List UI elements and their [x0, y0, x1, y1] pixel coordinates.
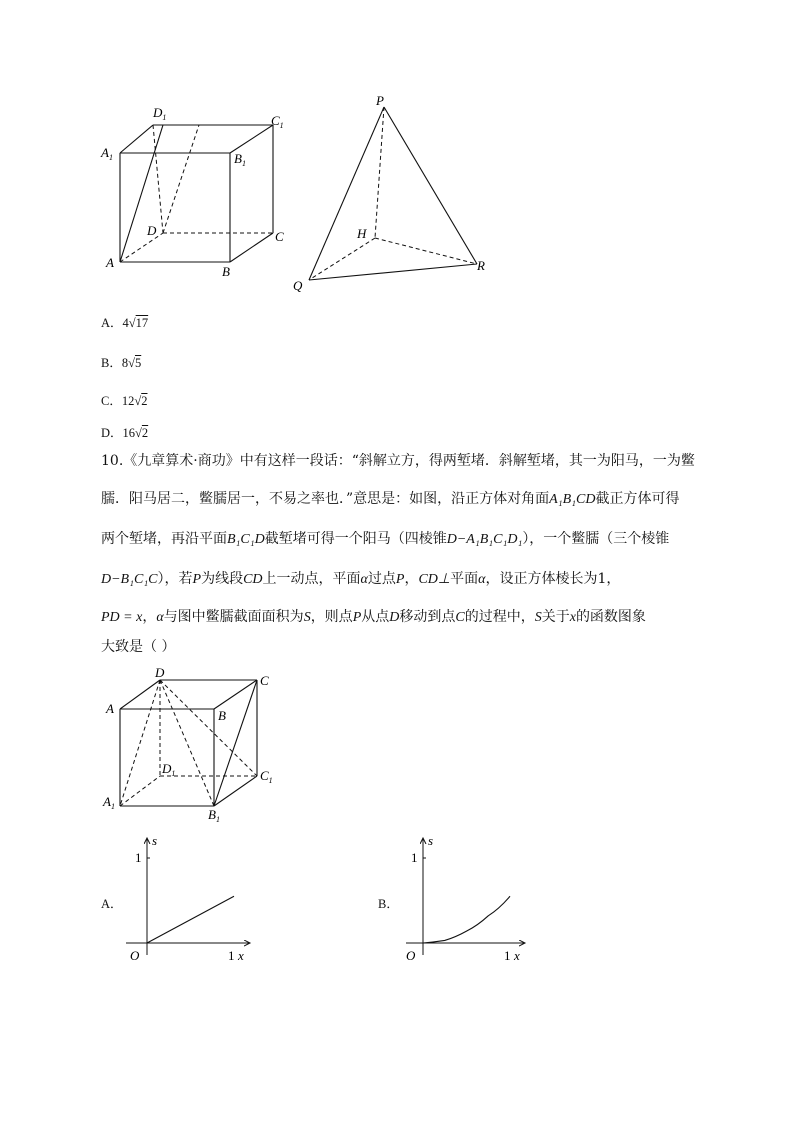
y-tick-label: 1 [411, 850, 418, 865]
y-axis-label: s [152, 833, 158, 848]
series-curve-b [423, 896, 510, 943]
cube-figure-1 [95, 95, 295, 285]
q10-line-5: PD = x，α与图中鳖臑截面面积为S，则点P从点D移动到点C的过程中，S关于x的函数图象 [101, 609, 646, 625]
label-C1: $C_1$ [271, 113, 284, 130]
graph-option-b[interactable] [400, 830, 540, 970]
q9-option-a[interactable]: A．4√17 [101, 316, 149, 330]
label2-A: A [106, 701, 114, 716]
label-A1: $A_1$ [101, 145, 113, 162]
x-tick-label: 1 [504, 948, 511, 963]
label2-B1: $B_1$ [208, 807, 220, 824]
label2-C1: $C_1$ [260, 768, 273, 785]
q9-option-c[interactable]: C．12√2 [101, 394, 148, 408]
origin-label: O [130, 948, 140, 963]
y-axis-label: s [428, 833, 434, 848]
label2-A1: $A_1$ [103, 794, 115, 811]
label-D1: $D_1$ [153, 105, 167, 122]
x-axis-label: x [514, 948, 520, 963]
label-D: D [147, 223, 157, 238]
graph-option-a[interactable] [120, 830, 260, 970]
q10-line-6: 大致是（ ） [101, 639, 176, 655]
x-tick-label: 1 [228, 948, 235, 963]
series-line-a [147, 896, 234, 943]
label-B: B [222, 264, 230, 279]
label-B1: $B_1$ [234, 151, 246, 168]
origin-label: O [406, 948, 416, 963]
label-P: P [376, 93, 384, 108]
graph-option-a-label[interactable]: A． [101, 897, 123, 911]
label-C: C [275, 229, 284, 244]
y-tick-label: 1 [135, 850, 142, 865]
label-H: H [357, 226, 367, 241]
label-Q: Q [293, 278, 303, 293]
pyramid-figure [285, 92, 500, 297]
label2-D: D [155, 665, 165, 680]
cube-figure-2 [100, 665, 290, 828]
cube1-labels [100, 105, 284, 279]
label-A: A [106, 255, 114, 270]
x-axis-label: x [238, 948, 244, 963]
q10-line-3: 两个堑堵，再沿平面B₁C₁D截堑堵可得一个阳马（四棱锥D−A₁B₁C₁D₁），一个鳖臑（三个棱锥 [101, 531, 670, 547]
label2-D1: $D_1$ [162, 761, 176, 778]
q10-line-1: 10.《九章算术·商功》中有这样一段话：“斜解立方，得两堑堵．斜解堑堵，其一为阳马，一为鳖 [101, 453, 695, 469]
graph-option-b-label[interactable]: B． [378, 897, 399, 911]
label-R: R [477, 258, 485, 273]
label2-C: C [260, 673, 269, 688]
q9-option-d[interactable]: D．16√2 [101, 426, 149, 440]
q10-line-2: 臑．阳马居二，鳖臑居一，不易之率也．”意思是：如图，沿正方体对角面A₁B₁CD截正方体可得 [101, 491, 680, 507]
label2-B: B [218, 708, 226, 723]
q9-option-b[interactable]: B．8√5 [101, 356, 142, 370]
q10-line-4: D−B₁C₁C），若P为线段CD上一动点，平面α过点P，CD⊥平面α，设正方体棱长为1， [101, 571, 621, 587]
